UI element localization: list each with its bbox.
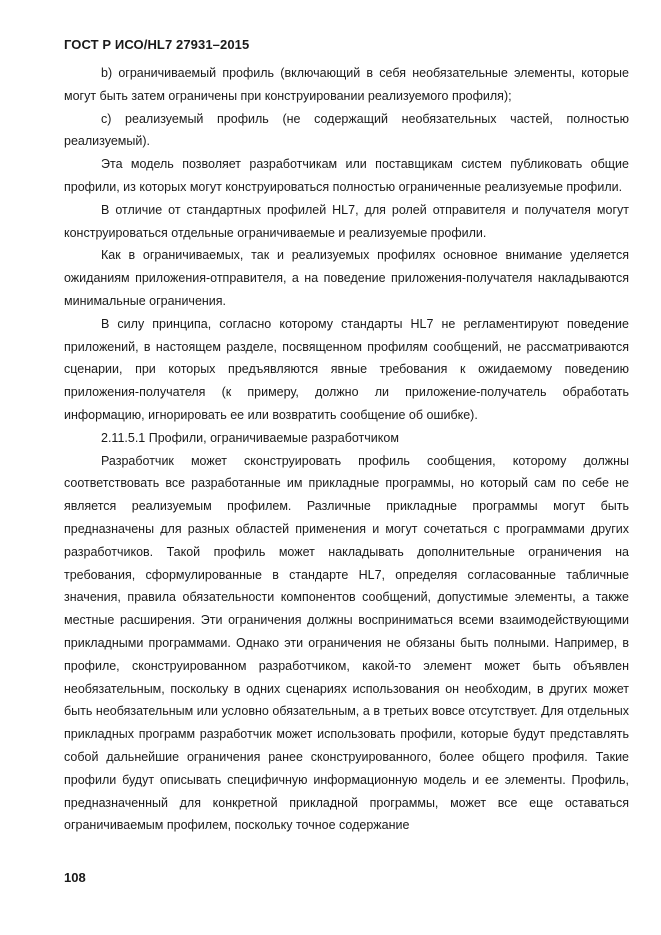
paragraph: b) ограничиваемый профиль (включающий в себя необязательные элементы, которые могут быть затем ограничены при конструировании реализуемого профиля);	[64, 66, 629, 103]
paragraph: c) реализуемый профиль (не содержащий необязательных частей, полностью реализуемый).	[64, 111, 629, 149]
paragraph: В отличие от стандартных профилей HL7, для ролей отправителя и получателя могут конструироваться отдельные ограничиваемые и реализуемые профили.	[64, 202, 629, 240]
paragraph: Разработчик может сконструировать профиль сообщения, которому должны соответствовать все разработанные им прикладные программы, но который сам по себе не является реализуемым профилем. Различные прикладные программы могут быть предназначены для разных областей применения и могут сочетаться с программами других разработчиков. Такой профиль может накладывать дополнительные ограничения на требования, сформулированные в стандарте HL7, определяя согласованные табличные значения, правила обязательности компонентов сообщений, допустимые элементы, а также местные расширения. Эти ограничения должны восприниматься всеми взаимодействующими прикладными программами. Однако эти ограничения не обязаны быть полными. Например, в профиле, сконструированном разработчиком, какой-то элемент может быть объявлен необязательным, поскольку в одних сценариях использования он необходим, в других может быть необязательным или условно обязательным, а в третьих вовсе отсутствует. Для отдельных прикладных программ разработчик может использовать профили, которые будут представлять собой дальнейшие ограничения ранее сконструированного, более общего профиля. Такие профили будут описывать специфичную информационную модель и ее элементы. Профиль, предназначенный для конкретной прикладной программы, может все еще оставаться ограничиваемым профилем, поскольку точное содержание	[64, 453, 629, 833]
page-number: 108	[64, 870, 86, 885]
paragraph: Как в ограничиваемых, так и реализуемых профилях основное внимание уделяется ожиданиям приложения-отправителя, а на поведение приложения-получателя накладываются минимальные ограничения.	[64, 248, 629, 308]
document-body	[64, 62, 629, 837]
paragraph: В силу принципа, согласно которому стандарты HL7 не регламентируют поведение приложений, в настоящем разделе, посвященном профилям сообщений, не рассматриваются сценарии, при которых предъявляются явные требования к ожидаемому поведению приложения-получателя (к примеру, должно ли приложение-получатель обработать информацию, игнорировать ее или возвратить сообщение об ошибке).	[64, 316, 629, 422]
document-header: ГОСТ Р ИСО/HL7 27931–2015	[64, 37, 250, 52]
paragraph: Эта модель позволяет разработчикам или поставщикам систем публиковать общие профили, из которых могут конструироваться полностью ограниченные реализуемые профили.	[64, 157, 629, 194]
section-heading: 2.11.5.1 Профили, ограничиваемые разработчиком	[101, 430, 399, 445]
